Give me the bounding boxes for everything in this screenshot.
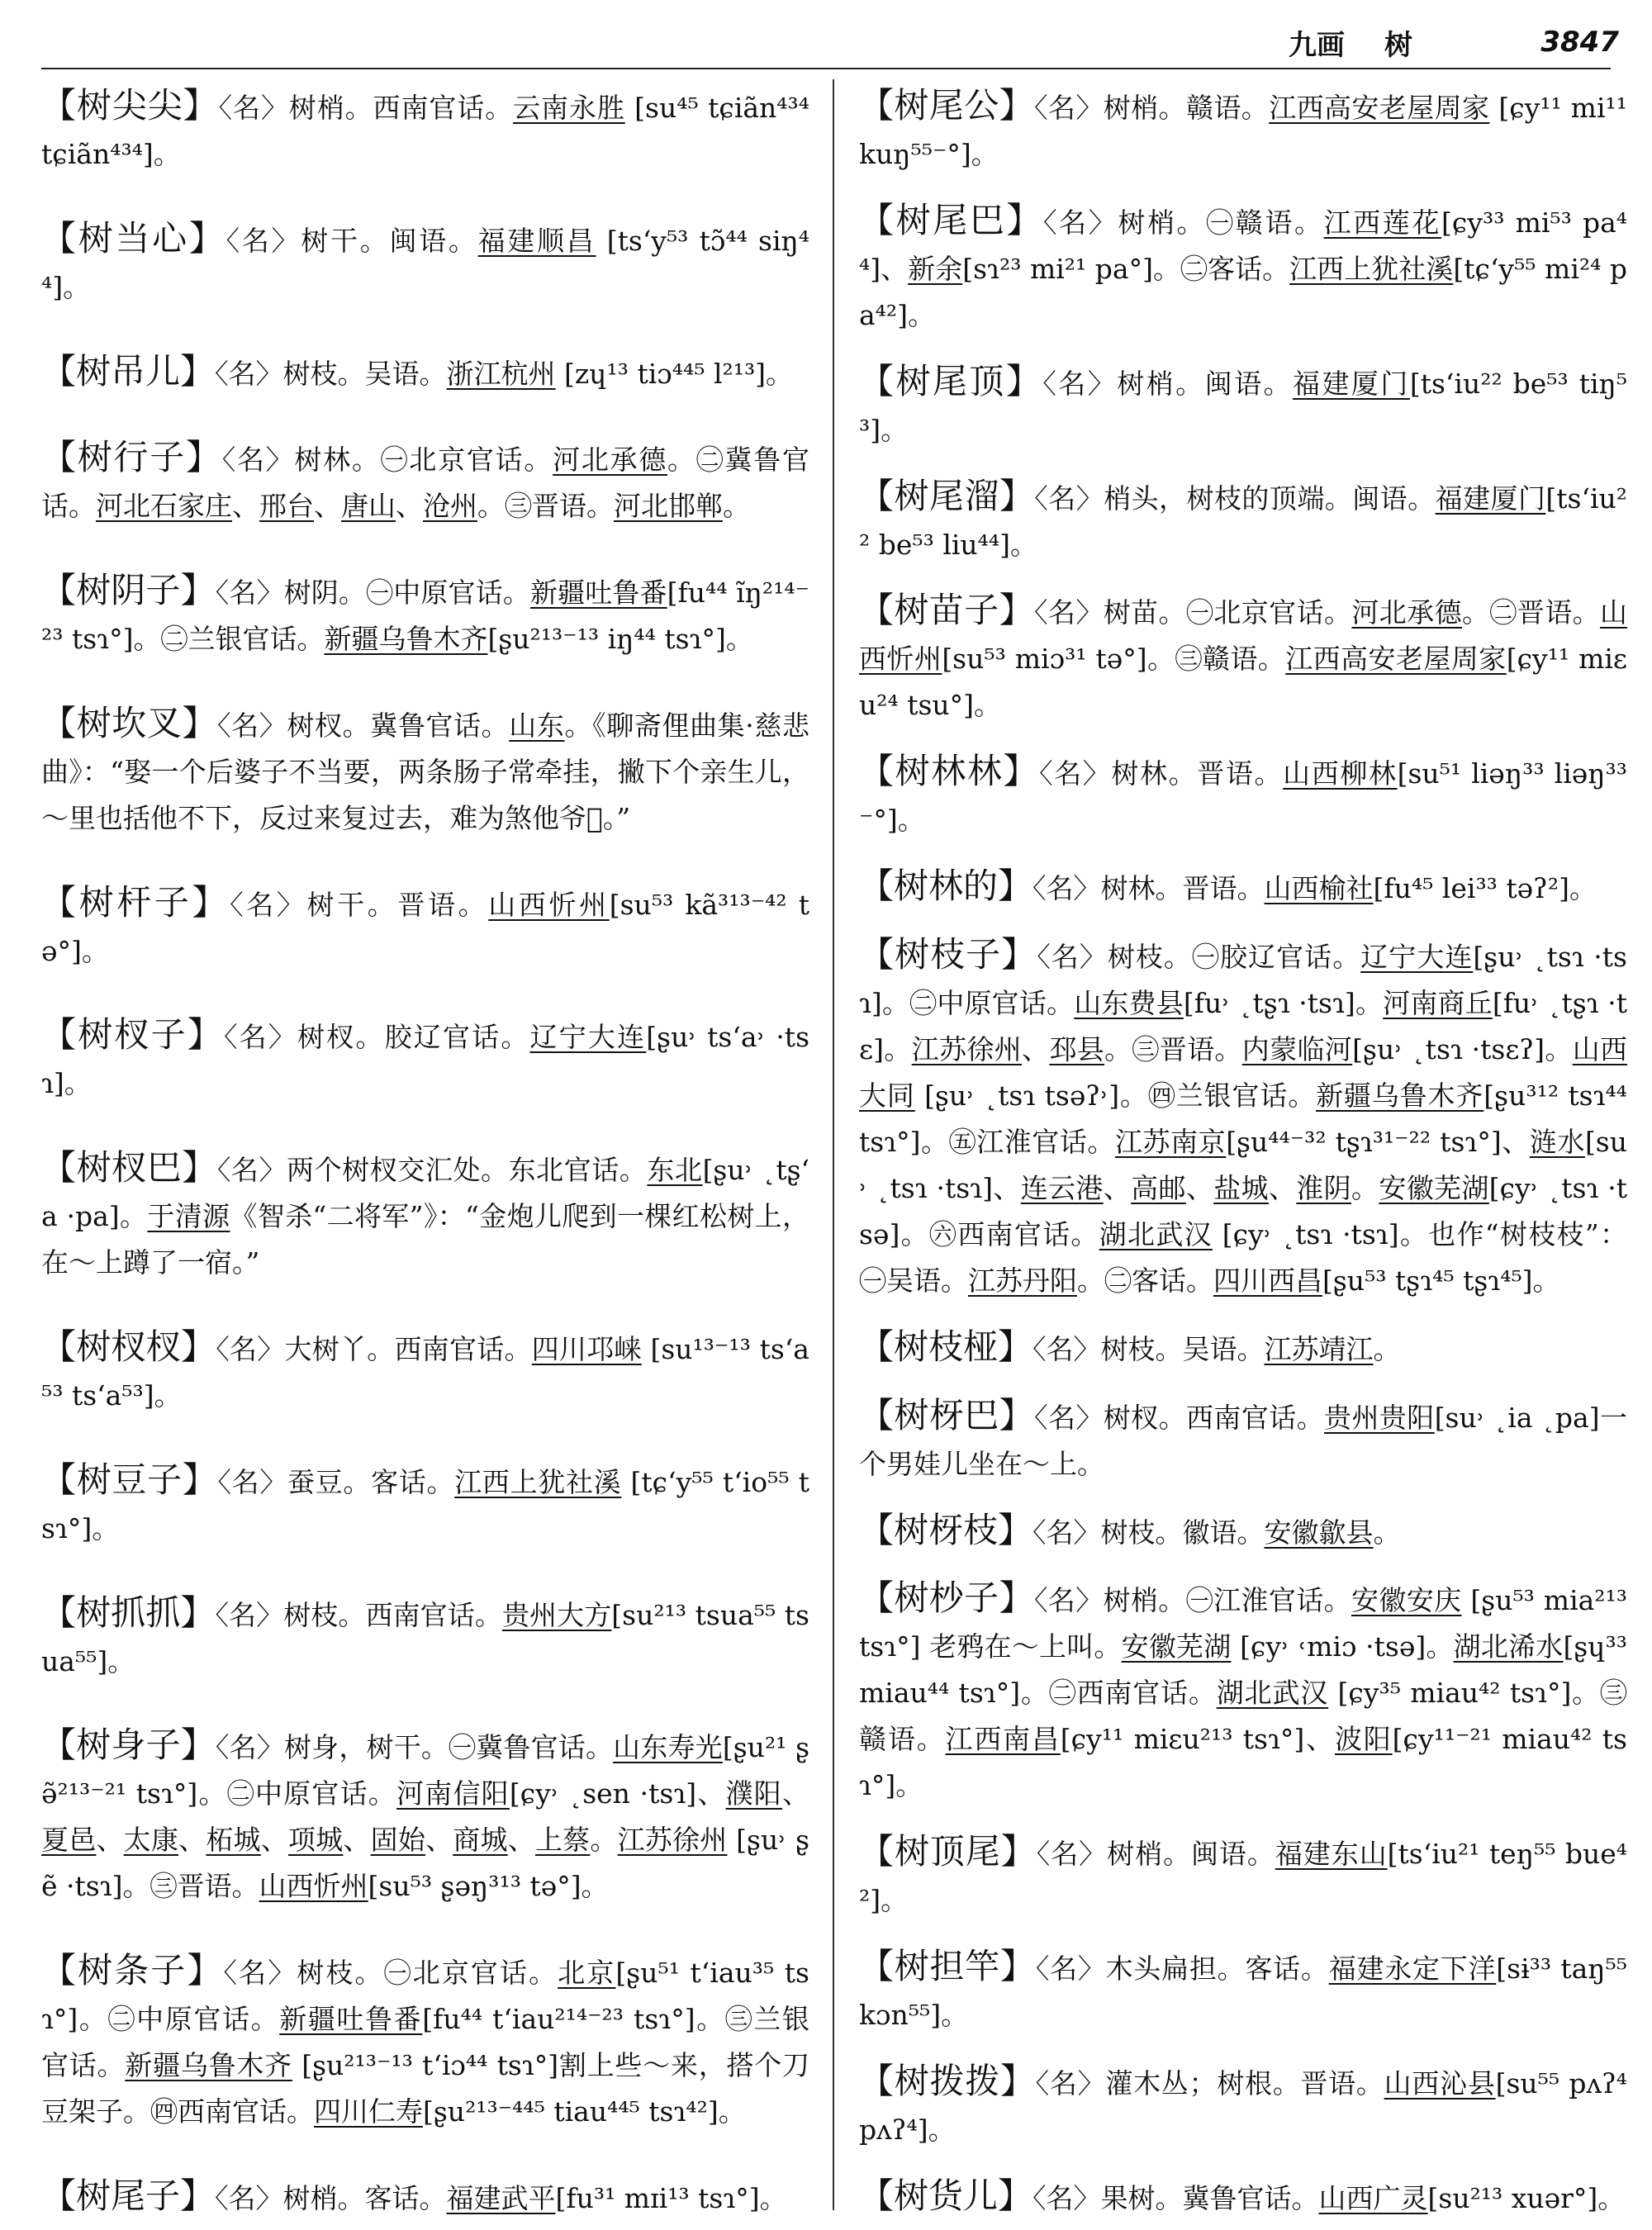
entry-text: [ɕy³⁵ miau⁴² tsɿ°]。㊂赣语。 xyxy=(859,1677,1627,1756)
dictionary-entry xyxy=(859,1829,1627,1924)
place-name: 新余 xyxy=(908,252,963,285)
entry-text: [su²¹³ tsua⁵⁵ tsua⁵⁵]。 xyxy=(41,1598,809,1677)
entry-headword: 【树枝子】 xyxy=(859,934,1037,975)
dictionary-entry xyxy=(41,434,809,529)
entry-text: [su⁵⁵ pʌʔ⁴ pʌʔ⁴]。 xyxy=(859,2067,1628,2147)
entry-text: 。㊁冀鲁官话。 xyxy=(41,444,810,523)
place-name: 山东寿光 xyxy=(613,1731,723,1764)
place-name: 贵州贵阳 xyxy=(1324,1401,1435,1434)
entry-text: 〈名〉树干。晋语。 xyxy=(230,888,489,921)
entry-text: [fu˒ ˛tʂɿ ·tɛ]。 xyxy=(859,987,1628,1066)
entry-text: [tɕʻy⁵⁵ mi²⁴ pa⁴²]。 xyxy=(859,252,1628,331)
place-name: 山东 xyxy=(509,709,565,742)
entry-text: 〈名〉蚕豆。客话。 xyxy=(217,1465,455,1498)
entry-text: [ɕy¹¹ miɛu²⁴ tsu°]。 xyxy=(859,643,1628,722)
place-name: 江西高安老屋周家 xyxy=(1269,92,1490,124)
dictionary-entry xyxy=(41,1722,809,1910)
entry-text: 〈名〉树杈。胶辽官话。 xyxy=(223,1021,530,1054)
dictionary-entry xyxy=(859,473,1627,568)
entry-text: 〈名〉树枝。西南官话。 xyxy=(215,1598,502,1631)
entry-text: [ɕy˒ ˛sen ·tsɿ]、 xyxy=(509,1777,726,1810)
entry-text: [tɕʻy⁵⁵ tʻio⁵⁵ tsɿ°]。 xyxy=(41,1465,810,1544)
entry-text: 〈名〉树枝。㊀北京官话。 xyxy=(223,1957,558,1990)
entry-headword: 【树枝桠】 xyxy=(859,1326,1033,1367)
entry-text: [tsʻiu²¹ teŋ⁵⁵ bue⁴²]。 xyxy=(859,1838,1628,1917)
entry-text: 〈名〉树林。晋语。 xyxy=(1039,757,1284,790)
entry-text: [ʂu˒ tsʻa˒ ·tsɿ]。 xyxy=(41,1021,809,1100)
entry-text: [su¹³⁻¹³ tsʻa⁵³ tsʻa⁵³]。 xyxy=(41,1333,809,1412)
place-name: 于清源 xyxy=(147,1200,230,1233)
entry-text: [ʂu⁵³ tʂɿ⁴⁵ tʂɿ⁴⁵]。 xyxy=(1322,1264,1560,1298)
dictionary-entry xyxy=(41,1948,809,2135)
entry-headword: 【树吊儿】 xyxy=(41,350,216,391)
entry-text: 。 xyxy=(1351,1172,1379,1205)
place-name: 山西沁县 xyxy=(1384,2067,1496,2100)
place-name: 江苏南京 xyxy=(1114,1126,1227,1159)
entry-text: [ʂu³¹² tsɿ⁴⁴ tsɿ°]。㊄江淮官话。 xyxy=(859,1079,1627,1159)
entry-text: [ʂu˒ ˛tsɿ tsəʔ˒]。㊃兰银官话。 xyxy=(914,1079,1317,1113)
entry-headword: 【树林的】 xyxy=(859,866,1033,907)
entry-text: [ʂu⁵¹ tʻiau³⁵ tsɿ°]。㊁中原官话。 xyxy=(41,1957,809,2036)
place-name: 山西大同 xyxy=(859,1033,1628,1113)
entry-headword: 【树豆子】 xyxy=(41,1459,218,1500)
entry-text: [ɕy³³ mi⁵³ pa⁴⁴]、 xyxy=(859,206,1627,285)
place-name: 云南永胜 xyxy=(513,92,625,124)
place-name: 福建永定下洋 xyxy=(1328,1952,1497,1986)
entry-text: 。 xyxy=(590,1824,618,1857)
entry-text: [su˒ ˛tsɿ ·tsɿ]、 xyxy=(859,1126,1628,1205)
place-name: 山西忻州 xyxy=(259,1870,368,1903)
place-name: 邳县 xyxy=(1049,1033,1105,1066)
dictionary-entry xyxy=(41,1012,809,1107)
entry-headword: 【树尖尖】 xyxy=(41,85,219,126)
entry-headword: 【树顶尾】 xyxy=(859,1831,1037,1872)
entry-text: [ɕy˒ ˓miɔ ·tsə]。 xyxy=(1231,1630,1454,1663)
place-name: 柘城 xyxy=(206,1824,261,1857)
dictionary-entry xyxy=(41,1590,809,1685)
dictionary-entry xyxy=(859,83,1627,178)
place-name: 商城 xyxy=(453,1824,508,1857)
entry-text: [ʂu²¹³⁻¹³ iŋ⁴⁴ tsɿ°]。 xyxy=(487,623,753,656)
entry-text: 、 xyxy=(1268,1172,1297,1205)
entry-text: 、 xyxy=(260,1824,288,1857)
entry-text: [su⁵³ ʂəŋ³¹³ tə°]。 xyxy=(368,1870,609,1903)
entry-text: 、 xyxy=(396,490,423,523)
page-number: 3847 xyxy=(1540,26,1619,59)
entry-headword: 【树尾溜】 xyxy=(859,475,1035,516)
entry-text: 〈名〉树身，树干。㊀冀鲁官话。 xyxy=(215,1731,614,1764)
entry-headword: 【树阴子】 xyxy=(41,570,216,611)
entry-headword: 【树抓抓】 xyxy=(41,1592,216,1633)
entry-text: 、 xyxy=(1022,1033,1050,1066)
place-name: 安徽歙县 xyxy=(1264,1516,1374,1549)
place-name: 盐城 xyxy=(1213,1172,1269,1205)
place-name: 江西南昌 xyxy=(945,1723,1061,1756)
dictionary-entry xyxy=(859,358,1627,453)
entry-text: [tsʻiu²² be⁵³ liu⁴⁴]。 xyxy=(859,482,1627,561)
place-name: 东北 xyxy=(647,1154,703,1187)
entry-text: 、 xyxy=(232,490,259,523)
place-name: 江西莲花 xyxy=(1323,206,1442,239)
entry-text: [fu˒ ˛tʂɿ ·tsɿ]。 xyxy=(1183,987,1384,1020)
place-name: 浙江杭州 xyxy=(446,357,556,390)
entry-text: 〈名〉树梢。㊀赣语。 xyxy=(1043,206,1324,239)
entry-text: 〈名〉灌木丛；树根。晋语。 xyxy=(1035,2067,1384,2100)
place-name: 湖北武汉 xyxy=(1099,1218,1213,1251)
dictionary-entry xyxy=(41,567,809,662)
entry-text: 〈名〉两个树杈交汇处。东北官话。 xyxy=(216,1154,648,1187)
place-name: 湖北浠水 xyxy=(1453,1630,1564,1663)
entry-headword: 【树身子】 xyxy=(41,1725,216,1766)
place-name: 四川邛崃 xyxy=(531,1333,642,1366)
head-character: 树 xyxy=(1384,28,1412,62)
place-name: 高邮 xyxy=(1131,1172,1186,1205)
dictionary-entry xyxy=(859,587,1627,728)
entry-text: 《智杀“二将军”》：“金炮儿爬到一棵红松树上，在～上蹲了一宿。” xyxy=(41,1200,810,1279)
entry-text: 〈名〉果树。冀鲁官话。 xyxy=(1032,2181,1319,2214)
entry-headword: 【树当心】 xyxy=(41,217,226,259)
place-name: 辽宁大连 xyxy=(1360,941,1474,974)
place-name: 沧州 xyxy=(423,490,477,523)
entry-text: [ʂu˒ ˛tʂʻa ·pa]。 xyxy=(41,1154,810,1233)
dictionary-entry xyxy=(859,748,1627,843)
entry-headword: 【树枒巴】 xyxy=(859,1394,1035,1435)
dictionary-entry xyxy=(41,83,809,178)
place-name: 新疆乌鲁木齐 xyxy=(324,623,488,656)
entry-text: 〈名〉树阴。㊀中原官话。 xyxy=(215,576,530,610)
entry-headword: 【树杆子】 xyxy=(41,881,230,923)
entry-headword: 【树杈杈】 xyxy=(41,1326,216,1368)
entry-text: [su⁴⁵ tɕiãn⁴³⁴ tɕiãn⁴³⁴]。 xyxy=(41,92,809,170)
dictionary-entry xyxy=(859,932,1627,1304)
place-name: 濮阳 xyxy=(725,1777,782,1810)
place-name: 山西忻州 xyxy=(859,596,1628,676)
place-name: 北京 xyxy=(558,1957,616,1990)
entry-text: [fu⁴⁴ ĩŋ²¹⁴⁻²³ tsɿ°]。㊁兰银官话。 xyxy=(41,576,810,656)
entry-text: 〈名〉树梢。闽语。 xyxy=(1042,367,1293,400)
left-column xyxy=(41,83,809,2222)
entry-text: 〈名〉树林。㊀北京官话。 xyxy=(221,444,553,477)
entry-text: [ɕy¹¹ mi¹¹ kuŋ⁵⁵⁻°]。 xyxy=(859,92,1627,170)
entry-text: [sɨ³³ taŋ⁵⁵ kɔn⁵⁵]。 xyxy=(859,1952,1628,2032)
dictionary-entry xyxy=(41,700,809,842)
entry-headword: 【树担竿】 xyxy=(859,1946,1036,1987)
entry-text: 〈名〉树梢。客话。 xyxy=(215,2181,447,2214)
entry-headword: 【树货儿】 xyxy=(859,2175,1033,2216)
entry-text: 〈名〉树杈。冀鲁官话。 xyxy=(217,709,510,742)
entry-text: 。㊁客话。 xyxy=(1077,1264,1213,1298)
place-name: 新疆乌鲁木齐 xyxy=(125,2049,292,2082)
entry-text: 、 xyxy=(1103,1172,1132,1205)
place-name: 波阳 xyxy=(1334,1723,1393,1756)
place-name: 江苏丹阳 xyxy=(968,1264,1077,1298)
entry-text: [ʂu²¹³⁻⁴⁴⁵ tiau⁴⁴⁵ tsɿ⁴²]。 xyxy=(423,2095,746,2128)
entry-text: 〈名〉树杈。西南官话。 xyxy=(1034,1401,1325,1434)
entry-text: 、 xyxy=(314,490,341,523)
dictionary-entry xyxy=(41,216,809,311)
entry-headword: 【树枒枝】 xyxy=(859,1509,1033,1550)
dictionary-entry xyxy=(859,1943,1627,2038)
entry-text: [su⁵¹ liəŋ³³ liəŋ³³⁻°]。 xyxy=(859,757,1628,837)
entry-headword: 【树尾公】 xyxy=(859,85,1035,126)
entry-text: 。㊁晋语。 xyxy=(1462,596,1601,629)
entry-text: 。 xyxy=(1373,1332,1401,1365)
place-name: 安徽安庆 xyxy=(1351,1584,1462,1617)
place-name: 江苏靖江 xyxy=(1264,1332,1374,1365)
place-name: 福建顺昌 xyxy=(477,224,596,257)
entry-text: [ʂu²¹ ʂə̃²¹³⁻²¹ tsɿ°]。㊁中原官话。 xyxy=(41,1731,810,1810)
entry-text: [ɕy˒ ˛tsɿ ·tsɿ]。也作“树枝枝”：㊀吴语。 xyxy=(859,1218,1627,1298)
dictionary-entry xyxy=(41,1457,809,1552)
column-divider xyxy=(833,79,834,2210)
entry-text: [tsʻy⁵³ tɔ̃⁴⁴ siŋ⁴⁴]。 xyxy=(41,224,810,303)
entry-text: [su²¹³ xuər°]。 xyxy=(1427,2181,1626,2214)
dictionary-entry xyxy=(859,1575,1627,1809)
entry-text: 〈名〉梢头，树枝的顶端。闽语。 xyxy=(1034,482,1436,515)
entry-text: [su⁵³ kã³¹³⁻⁴² tə°]。 xyxy=(41,888,809,967)
entry-text: 、 xyxy=(96,1824,124,1857)
entry-text: 。 xyxy=(723,490,750,523)
entry-headword: 【树杈子】 xyxy=(41,1014,224,1056)
dictionary-entry xyxy=(859,2173,1627,2222)
place-name: 江苏徐州 xyxy=(911,1033,1023,1066)
entry-text: 、 xyxy=(782,1777,809,1810)
place-name: 连云港 xyxy=(1020,1172,1104,1205)
place-name: 安徽芜湖 xyxy=(1121,1630,1232,1663)
place-name: 山西广灵 xyxy=(1318,2181,1428,2214)
entry-text: [fu⁴⁴ tʻiau²¹⁴⁻²³ tsɿ°]。㊂兰银官话。 xyxy=(41,2003,810,2082)
entry-text: 〈名〉树梢。赣语。 xyxy=(1034,92,1270,124)
dictionary-entry xyxy=(859,1393,1627,1487)
dictionary-entry xyxy=(859,197,1627,339)
entry-headword: 【树杪子】 xyxy=(859,1578,1034,1619)
entry-text: 、 xyxy=(1185,1172,1214,1205)
place-name: 固始 xyxy=(370,1824,426,1857)
place-name: 湖北武汉 xyxy=(1216,1677,1329,1710)
entry-headword: 【树尾顶】 xyxy=(859,360,1043,401)
entry-text: [fu⁴⁵ lei³³ təʔ²]。 xyxy=(1373,872,1597,905)
place-name: 邢台 xyxy=(259,490,314,523)
entry-text: [ʂu˒ ˛tsɿ ·tsɛʔ]。 xyxy=(1352,1033,1573,1066)
entry-text: 。 xyxy=(1373,1516,1401,1549)
entry-text: 〈名〉树苗。㊀北京官话。 xyxy=(1034,596,1352,629)
place-name: 夏邑 xyxy=(41,1824,97,1857)
header-rule xyxy=(41,68,1611,69)
dictionary-entry xyxy=(859,1324,1627,1373)
entry-text: [ʂɥ³³ miau⁴⁴ tsɿ°]。㊁西南官话。 xyxy=(859,1630,1628,1710)
entry-text: 〈名〉树枝。吴语。 xyxy=(215,357,447,390)
place-name: 江西高安老屋周家 xyxy=(1285,643,1507,676)
entry-text: 〈名〉木头扁担。客话。 xyxy=(1035,1952,1329,1986)
entry-text: 。《聊斋俚曲集·慈悲曲》：“娶一个后婆子不当要，两条肠子常牵挂，撇下个亲生儿，～里也括他不下，反过来复过去，难为煞他爷𠆬。” xyxy=(41,709,810,834)
place-name: 山西忻州 xyxy=(488,888,610,921)
entry-text: [ɕy¹¹ miɛu²¹³ tsɿ°]、 xyxy=(1060,1723,1335,1756)
dictionary-entry xyxy=(859,863,1627,912)
entry-headword: 【树条子】 xyxy=(41,1950,224,1991)
dictionary-entry xyxy=(859,2058,1627,2153)
place-name: 新疆吐鲁番 xyxy=(279,2003,423,2036)
place-name: 福建东山 xyxy=(1275,1838,1388,1871)
place-name: 江苏徐州 xyxy=(617,1824,728,1857)
entry-headword: 【树苗子】 xyxy=(859,590,1035,631)
entry-text: 〈名〉树梢。㊀江淮官话。 xyxy=(1033,1584,1351,1617)
entry-headword: 【树拨拨】 xyxy=(859,2061,1036,2102)
entry-text: 〈名〉树枝。㊀胶辽官话。 xyxy=(1037,941,1361,974)
place-name: 项城 xyxy=(287,1824,344,1857)
place-name: 福建厦门 xyxy=(1435,482,1546,515)
place-name: 四川西昌 xyxy=(1213,1264,1322,1298)
place-name: 江西上犹社溪 xyxy=(1289,252,1454,285)
place-name: 山东费县 xyxy=(1074,987,1184,1020)
place-name: 内蒙临河 xyxy=(1241,1033,1353,1066)
place-name: 辽宁大连 xyxy=(529,1021,647,1054)
place-name: 贵州大方 xyxy=(501,1598,612,1631)
dictionary-entry xyxy=(859,1507,1627,1556)
entry-text: [zɥ¹³ tiɔ⁴⁴⁵ l²¹³]。 xyxy=(555,357,794,390)
entry-text: [ʂu˒ ˛tsɿ ·tsɿ]。㊁中原官话。 xyxy=(859,941,1627,1020)
entry-headword: 【树尾子】 xyxy=(41,2175,216,2216)
place-name: 唐山 xyxy=(341,490,396,523)
entry-text: 、 xyxy=(178,1824,206,1857)
dictionary-entry xyxy=(41,349,809,397)
entry-text: [ʂu⁵³ mia²¹³ tsɿ°] 老鸦在～上叫。 xyxy=(859,1584,1627,1663)
place-name: 太康 xyxy=(123,1824,179,1857)
place-name: 江西上犹社溪 xyxy=(454,1465,622,1498)
entry-text: [ɕy¹¹⁻²¹ miau⁴² tsɿ°]。 xyxy=(859,1723,1627,1802)
entry-text: 〈名〉树枝。徽语。 xyxy=(1032,1516,1265,1549)
entry-text: [ɕy˒ ˛tsɿ ·tsə]。㊅西南官话。 xyxy=(859,1172,1628,1251)
entry-text: [sɿ²³ mi²¹ pa°]。㊁客话。 xyxy=(962,252,1290,285)
entry-text: [ʂu˒ ʂẽ ·tsɿ]。㊂晋语。 xyxy=(41,1824,810,1903)
entry-headword: 【树林林】 xyxy=(859,751,1040,792)
entry-text: [ʂu⁴⁴⁻³² tʂɿ³¹⁻²² tsɿ°]、 xyxy=(1226,1126,1530,1159)
place-name: 山西榆社 xyxy=(1264,872,1374,905)
entry-text: [su⁵³ miɔ³¹ tə°]。㊂赣语。 xyxy=(942,643,1286,676)
stroke-section: 九画 xyxy=(1289,28,1345,62)
page-header xyxy=(1289,21,1619,63)
right-column xyxy=(859,83,1627,2222)
place-name: 涟水 xyxy=(1529,1126,1585,1159)
place-name: 福建厦门 xyxy=(1293,367,1410,400)
dictionary-entry xyxy=(41,880,809,975)
entry-headword: 【树坎叉】 xyxy=(41,702,218,743)
entry-text: [tsʻiu²² be⁵³ tiŋ⁵³]。 xyxy=(859,367,1628,446)
entry-text: 、 xyxy=(343,1824,371,1857)
entry-text: 、 xyxy=(425,1824,453,1857)
entry-text: 、 xyxy=(507,1824,535,1857)
entry-text: 〈名〉树枝。吴语。 xyxy=(1032,1332,1265,1365)
place-name: 淮阴 xyxy=(1296,1172,1351,1205)
entry-text: 〈名〉树梢。闽语。 xyxy=(1036,1838,1275,1871)
entry-text: 〈名〉树干。闽语。 xyxy=(225,224,478,257)
dictionary-entry xyxy=(41,1324,809,1419)
entry-text: [fu³¹ mɪi¹³ tsɿ°]。 xyxy=(555,2181,787,2214)
entry-text: 〈名〉树林。晋语。 xyxy=(1032,872,1265,905)
place-name: 山西柳林 xyxy=(1283,757,1398,790)
place-name: 河南商丘 xyxy=(1383,987,1493,1020)
place-name: 四川仁寿 xyxy=(314,2095,423,2128)
entry-headword: 【树尾巴】 xyxy=(859,199,1044,240)
entry-headword: 【树行子】 xyxy=(41,437,222,478)
entry-text: 。㊂晋语。 xyxy=(477,490,614,523)
place-name: 福建武平 xyxy=(446,2181,556,2214)
dictionary-entry xyxy=(41,2173,809,2222)
place-name: 新疆乌鲁木齐 xyxy=(1316,1079,1484,1113)
place-name: 安徽芜湖 xyxy=(1379,1172,1489,1205)
place-name: 河北邯郸 xyxy=(614,490,723,523)
section-label xyxy=(1289,22,1412,63)
entry-text: 〈名〉树梢。西南官话。 xyxy=(218,92,514,124)
place-name: 上蔡 xyxy=(534,1824,591,1857)
place-name: 河北石家庄 xyxy=(96,490,232,523)
entry-headword: 【树杈巴】 xyxy=(41,1147,217,1189)
place-name: 河南信阳 xyxy=(396,1777,510,1810)
place-name: 河北承德 xyxy=(553,444,668,477)
entry-text: 。㊂晋语。 xyxy=(1104,1033,1242,1066)
entry-text: [ʂu²¹³⁻¹³ tʻiɔ⁴⁴ tsɿ°]割上些～来，搭个刀豆架子。㊃西南官话。 xyxy=(41,2049,810,2128)
place-name: 河北承德 xyxy=(1351,596,1462,629)
dictionary-entry xyxy=(41,1145,809,1286)
entry-text: [su˒ ˛ia ˛pa]一个男娃儿坐在～上。 xyxy=(859,1401,1627,1480)
entry-text: 〈名〉大树丫。西南官话。 xyxy=(216,1333,532,1366)
place-name: 新疆吐鲁番 xyxy=(529,576,667,610)
